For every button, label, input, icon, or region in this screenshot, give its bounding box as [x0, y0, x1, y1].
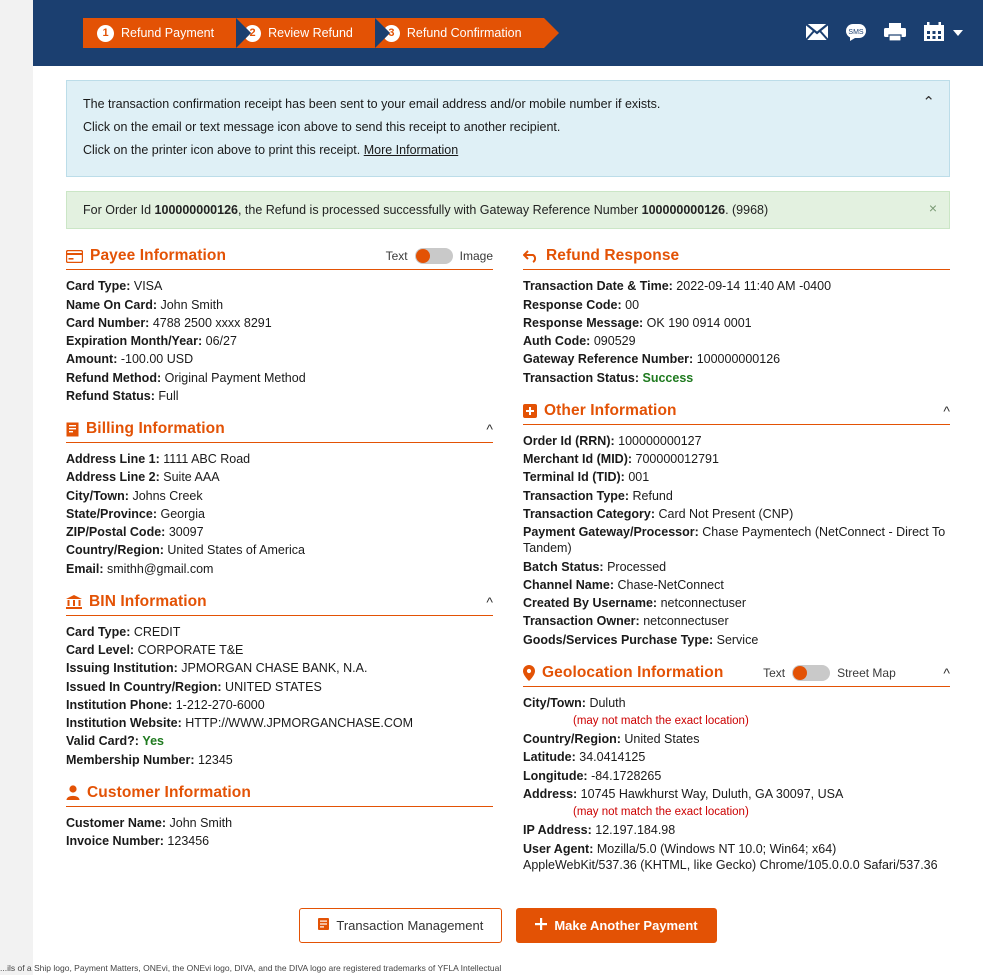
field-label: Issuing Institution:	[66, 661, 178, 676]
field-value: 00	[625, 297, 640, 312]
field-value: Georgia	[160, 506, 205, 521]
success-alert	[66, 191, 950, 229]
field-value: Success	[642, 370, 694, 385]
info-alert-line-2: Click on the email or text message icon above to send this receipt to another recipient.	[83, 120, 561, 135]
payee-section-title: Payee Information	[90, 247, 227, 265]
other-section-header	[523, 402, 950, 425]
field-expiration	[66, 333, 493, 349]
field-label: User Agent:	[523, 841, 594, 856]
field-value: -84.1728265	[591, 768, 662, 783]
field-terminal-id	[523, 469, 950, 485]
field-value: Chase-NetConnect	[617, 577, 724, 592]
bin-collapse-icon[interactable]: ^	[486, 593, 493, 610]
step-number: 1	[97, 25, 114, 42]
step-label: Refund Confirmation	[406, 26, 522, 40]
field-state-province	[66, 506, 493, 522]
field-value: 1-212-270-6000	[175, 697, 265, 712]
field-bin-card-type	[66, 624, 493, 640]
field-label: State/Province:	[66, 506, 158, 521]
field-label: Refund Status:	[66, 388, 155, 403]
field-label: Card Level:	[66, 643, 135, 658]
field-issued-in-country	[66, 679, 493, 695]
field-label: Longitude:	[523, 768, 588, 783]
field-value: Duluth	[589, 695, 626, 710]
plus-icon	[535, 918, 547, 933]
field-label: Order Id (RRN):	[523, 433, 615, 448]
field-label: Merchant Id (MID):	[523, 452, 633, 467]
legal-footnote: ...ils of a Ship logo, Payment Matters, ONEvi, the ONEvi logo, DIVA, and the DIVA logo are registered trademarks of YFLA Intellectual	[0, 963, 502, 973]
bin-section-header	[66, 593, 493, 616]
field-label: Membership Number:	[66, 752, 195, 767]
collapse-icon[interactable]: ⌃	[922, 94, 935, 111]
field-label: Card Number:	[66, 315, 150, 330]
field-label: Response Message:	[523, 315, 644, 330]
field-label: Country/Region:	[66, 543, 164, 558]
field-card-number	[66, 315, 493, 331]
field-label: Transaction Owner:	[523, 614, 640, 629]
field-label: Address Line 2:	[66, 470, 160, 485]
info-alert-line-3	[83, 139, 933, 162]
field-value: netconnectuser	[660, 596, 747, 611]
billing-section-title: Billing Information	[86, 420, 225, 438]
field-label: Goods/Services Purchase Type:	[523, 632, 714, 647]
field-gateway-reference-number	[523, 351, 950, 367]
field-value: smithh@gmail.com	[107, 561, 214, 576]
step-refund-payment[interactable]	[83, 18, 236, 48]
field-card-level	[66, 642, 493, 658]
field-label: Name On Card:	[66, 297, 157, 312]
geo-toggle-text-label: Text	[763, 665, 786, 680]
payee-fields	[66, 278, 493, 416]
step-label: Refund Payment	[121, 26, 215, 40]
plus-square-icon	[523, 404, 537, 418]
step-label: Review Refund	[268, 26, 353, 40]
field-value: 700000012791	[635, 452, 719, 467]
field-value: CREDIT	[133, 624, 181, 639]
geolocation-view-toggle[interactable]	[763, 665, 896, 681]
wizard-steps	[83, 18, 544, 48]
sms-icon[interactable]	[845, 23, 867, 43]
field-email	[66, 561, 493, 577]
field-value: netconnectuser	[643, 614, 729, 629]
field-label: Terminal Id (TID):	[523, 470, 625, 485]
billing-fields	[66, 451, 493, 589]
info-alert	[66, 80, 950, 177]
field-geo-address	[523, 786, 950, 802]
field-refund-status	[66, 388, 493, 404]
field-value: JPMORGAN CHASE BANK, N.A.	[181, 661, 368, 676]
section-bin-information	[66, 593, 493, 780]
field-label: Address:	[523, 786, 578, 801]
customer-fields	[66, 815, 493, 862]
field-label: Response Code:	[523, 297, 622, 312]
field-value: 123456	[167, 834, 210, 849]
refund-response-fields	[523, 278, 950, 398]
step-refund-confirmation[interactable]	[375, 18, 544, 48]
field-value: VISA	[133, 279, 163, 294]
field-value: 2022-09-14 11:40 AM -0400	[676, 279, 832, 294]
field-label: Institution Phone:	[66, 697, 173, 712]
transaction-management-label: Transaction Management	[336, 918, 484, 933]
field-transaction-type	[523, 488, 950, 504]
field-purchase-type	[523, 632, 950, 648]
geolocation-fields	[523, 695, 950, 885]
payee-view-toggle[interactable]	[386, 248, 493, 264]
field-label: Auth Code:	[523, 334, 591, 349]
field-value: 090529	[593, 334, 636, 349]
field-response-code	[523, 297, 950, 313]
field-value: 4788 2500 xxxx 8291	[152, 315, 272, 330]
field-batch-status	[523, 559, 950, 575]
user-icon	[66, 785, 80, 800]
field-value: United States of America	[167, 543, 305, 558]
field-label: ZIP/Postal Code:	[66, 525, 166, 540]
geolocation-section-title: Geolocation Information	[542, 663, 724, 681]
field-label: Payment Gateway/Processor:	[523, 525, 699, 540]
toggle-knob	[416, 249, 430, 263]
field-label: Card Type:	[66, 279, 131, 294]
field-refund-method	[66, 370, 493, 386]
field-address-line-1	[66, 451, 493, 467]
field-amount	[66, 351, 493, 367]
field-label: Country/Region:	[523, 732, 621, 747]
field-label: City/Town:	[523, 695, 586, 710]
field-latitude	[523, 749, 950, 765]
field-issuing-institution	[66, 660, 493, 676]
field-merchant-id	[523, 451, 950, 467]
success-suffix: . (9968)	[725, 203, 769, 218]
left-column	[66, 247, 493, 889]
header-actions	[805, 22, 963, 44]
geo-toggle-switch[interactable]	[792, 665, 830, 681]
other-collapse-icon[interactable]: ^	[943, 402, 950, 419]
geolocation-collapse-icon[interactable]: ^	[943, 664, 950, 681]
field-label: Valid Card?:	[66, 734, 139, 749]
field-geo-city-town	[523, 695, 950, 711]
field-value: John Smith	[169, 815, 233, 830]
field-zip-postal-code	[66, 524, 493, 540]
field-value: 100000000126	[696, 352, 781, 367]
right-column	[523, 247, 950, 889]
field-longitude	[523, 768, 950, 784]
success-reference: 100000000126	[641, 203, 726, 218]
transaction-management-button[interactable]	[299, 908, 502, 943]
field-transaction-category	[523, 506, 950, 522]
bank-icon	[66, 595, 82, 609]
field-channel-name	[523, 577, 950, 593]
field-label: Refund Method:	[66, 370, 162, 385]
info-alert-line-3-text: Click on the printer icon above to print this receipt.	[83, 143, 361, 158]
field-value: HTTP://WWW.JPMORGANCHASE.COM	[185, 716, 414, 731]
field-label: Transaction Type:	[523, 488, 630, 503]
field-label: Customer Name:	[66, 815, 167, 830]
step-review-refund[interactable]	[236, 18, 375, 48]
geo-city-note: (may not match the exact location)	[573, 715, 749, 728]
field-value: OK 190 0914 0001	[646, 315, 752, 330]
field-label: Email:	[66, 561, 104, 576]
field-transaction-datetime	[523, 278, 950, 294]
invoice-icon	[66, 422, 79, 437]
field-value: United States	[624, 732, 700, 747]
field-value: 10745 Hawkhurst Way, Duluth, GA 30097, USA	[580, 786, 844, 801]
list-icon	[318, 918, 329, 933]
receipt-card	[33, 0, 983, 975]
field-label: Created By Username:	[523, 596, 658, 611]
section-other-information	[523, 402, 950, 660]
field-order-id	[523, 433, 950, 449]
field-label: Transaction Status:	[523, 370, 639, 385]
field-created-by-username	[523, 595, 950, 611]
make-another-payment-label: Make Another Payment	[554, 918, 698, 933]
payee-toggle-text-label: Text	[385, 249, 408, 264]
customer-section-header	[66, 784, 493, 807]
field-value: 1111 ABC Road	[163, 452, 251, 467]
field-value: 06/27	[205, 334, 237, 349]
section-billing-information	[66, 420, 493, 589]
refund-response-section-title: Refund Response	[546, 247, 680, 265]
field-value: UNITED STATES	[225, 679, 322, 694]
svg-text:SMS: SMS	[848, 29, 864, 36]
other-fields	[523, 433, 950, 660]
geo-address-note: (may not match the exact location)	[573, 806, 749, 819]
success-order-id: 100000000126	[154, 203, 238, 218]
field-value: 001	[628, 470, 650, 485]
field-geo-country-region	[523, 731, 950, 747]
field-institution-website	[66, 715, 493, 731]
field-value: 12345	[197, 752, 233, 767]
field-transaction-owner	[523, 613, 950, 629]
refund-response-section-header	[523, 247, 950, 270]
step-number: 3	[383, 25, 400, 42]
field-membership-number	[66, 752, 493, 768]
field-label: Expiration Month/Year:	[66, 334, 203, 349]
success-prefix: For Order Id	[83, 203, 155, 218]
section-payee-information	[66, 247, 493, 416]
credit-card-icon	[66, 250, 83, 263]
field-value: Mozilla/5.0 (Windows NT 10.0; Win64; x64) AppleWebKit/537.36 (KHTML, like Gecko) Chrome/105.0.0.0 Safari/537.36	[523, 841, 938, 872]
info-alert-line-1: The transaction confirmation receipt has been sent to your email address and/or mobile number if exists.	[83, 97, 661, 111]
field-value: Processed	[607, 559, 667, 574]
billing-collapse-icon[interactable]: ^	[486, 421, 493, 438]
section-geolocation-information	[523, 664, 950, 885]
field-label: City/Town:	[66, 488, 129, 503]
footer-actions	[33, 908, 983, 943]
field-payment-gateway	[523, 524, 950, 557]
field-value: 100000000127	[618, 433, 702, 448]
refund-arrow-icon	[523, 249, 539, 263]
field-value: Johns Creek	[132, 488, 203, 503]
payee-toggle-image-label: Image	[459, 249, 493, 264]
other-section-title: Other Information	[544, 401, 677, 419]
field-label: Latitude:	[523, 750, 576, 765]
field-value: 30097	[168, 525, 204, 540]
field-institution-phone	[66, 697, 493, 713]
field-value: Yes	[142, 734, 164, 749]
field-value: Original Payment Method	[164, 370, 306, 385]
step-number: 2	[244, 25, 261, 42]
section-customer-information	[66, 784, 493, 862]
bin-section-title: BIN Information	[89, 592, 207, 610]
field-label: Batch Status:	[523, 559, 604, 574]
field-ip-address	[523, 822, 950, 838]
payee-toggle-switch[interactable]	[415, 248, 453, 264]
field-label: Invoice Number:	[66, 834, 164, 849]
field-label: IP Address:	[523, 823, 592, 838]
success-middle: , the Refund is processed successfully with Gateway Reference Number	[237, 203, 642, 218]
more-information-link[interactable]: More Information	[363, 143, 459, 158]
billing-section-header	[66, 420, 493, 443]
field-label: Card Type:	[66, 624, 131, 639]
field-value: Suite AAA	[163, 470, 220, 485]
field-value: CORPORATE T&E	[137, 643, 244, 658]
field-valid-card	[66, 733, 493, 749]
field-value: John Smith	[160, 297, 224, 312]
field-label: Transaction Date & Time:	[523, 279, 673, 294]
close-icon[interactable]: ×	[928, 200, 937, 217]
field-response-message	[523, 315, 950, 331]
field-city-town	[66, 488, 493, 504]
field-value: Service	[716, 632, 759, 647]
printer-icon[interactable]	[883, 22, 907, 44]
calendar-icon[interactable]	[923, 22, 945, 44]
field-value: Refund	[632, 488, 673, 503]
field-address-line-2	[66, 469, 493, 485]
field-auth-code	[523, 333, 950, 349]
make-another-payment-button[interactable]	[516, 908, 716, 943]
geolocation-section-header	[523, 664, 950, 687]
customer-section-title: Customer Information	[87, 783, 251, 801]
payee-section-header	[66, 247, 493, 270]
field-label: Address Line 1:	[66, 452, 160, 467]
field-transaction-status	[523, 370, 950, 386]
field-value: 34.0414125	[579, 750, 646, 765]
chevron-down-icon[interactable]	[953, 30, 963, 36]
receipt-body	[33, 229, 983, 889]
field-value: Card Not Present (CNP)	[658, 506, 794, 521]
section-refund-response	[523, 247, 950, 398]
toggle-knob	[793, 666, 807, 680]
field-user-agent	[523, 841, 950, 874]
field-label: Transaction Category:	[523, 506, 655, 521]
field-invoice-number	[66, 833, 493, 849]
geo-toggle-streetmap-label: Street Map	[837, 665, 896, 680]
field-value: -100.00 USD	[120, 352, 194, 367]
field-customer-name	[66, 815, 493, 831]
field-label: Issued In Country/Region:	[66, 679, 222, 694]
email-icon[interactable]	[805, 23, 829, 43]
field-country-region	[66, 542, 493, 558]
field-value: Full	[158, 388, 179, 403]
wizard-header	[33, 0, 983, 66]
field-label: Amount:	[66, 352, 118, 367]
map-pin-icon	[523, 665, 535, 681]
field-label: Channel Name:	[523, 577, 614, 592]
field-value: 12.197.184.98	[595, 823, 676, 838]
bin-fields	[66, 624, 493, 780]
field-value: Chase Paymentech (NetConnect - Direct To Tandem)	[523, 525, 946, 556]
field-label: Institution Website:	[66, 716, 182, 731]
field-name-on-card	[66, 297, 493, 313]
field-card-type	[66, 278, 493, 294]
field-label: Gateway Reference Number:	[523, 352, 694, 367]
